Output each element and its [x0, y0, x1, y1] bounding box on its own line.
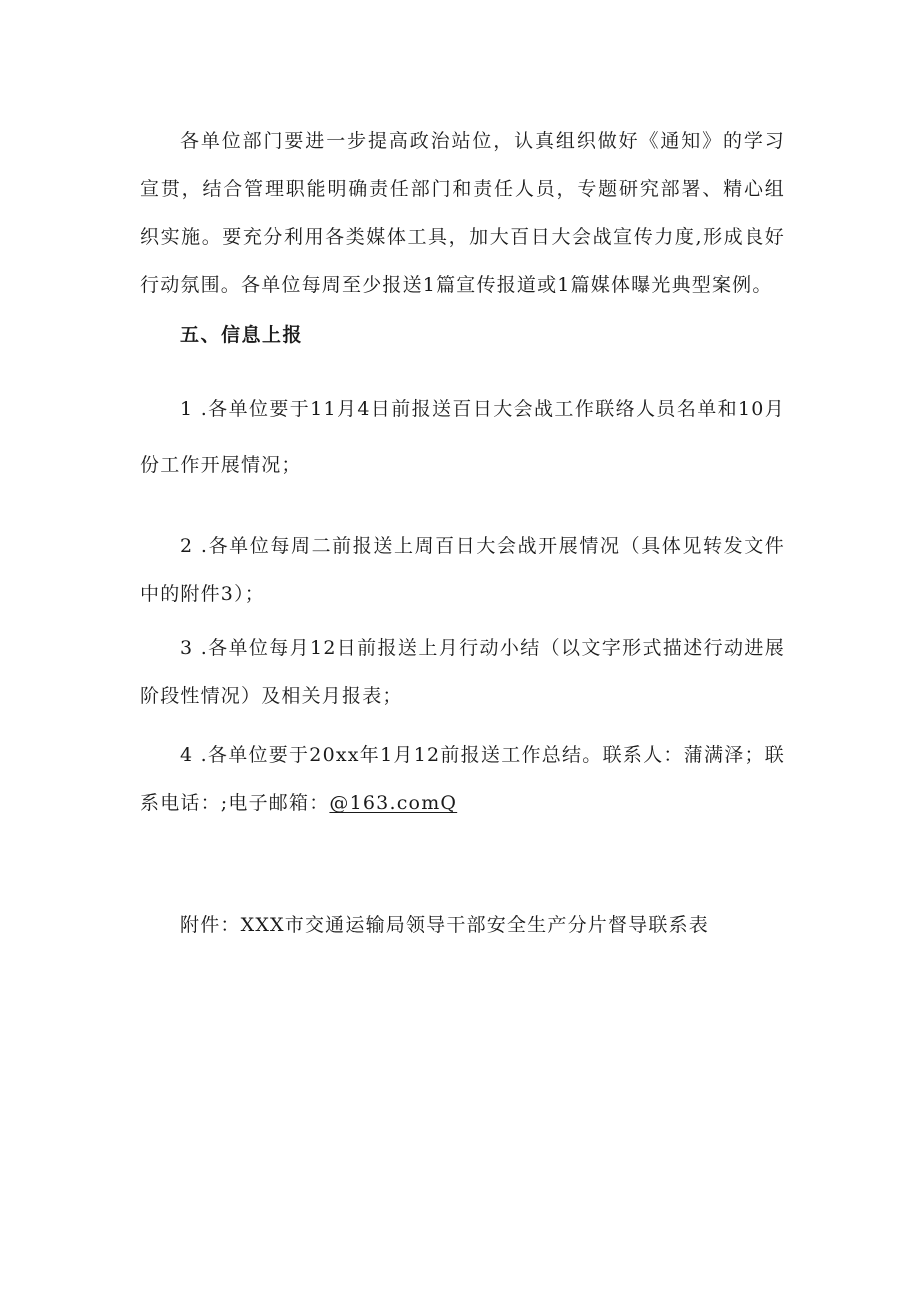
- contact-email-link[interactable]: @163.comQ: [329, 792, 458, 814]
- section-heading-info-report: 五、信息上报: [180, 324, 304, 346]
- list-item-2: 2 .各单位每周二前报送上周百日大会战开展情况（具体见转发文件中的附件3）；: [140, 535, 785, 605]
- list-item-1: 1 .各单位要于11月4日前报送百日大会战工作联络人员名单和10月份工作开展情况；: [140, 398, 785, 476]
- body-paragraph-publicity: 各单位部门要进一步提高政治站位，认真组织做好《通知》的学习宣贯，结合管理职能明确责任部门和责任人员，专题研究部署、精心组织实施。要充分利用各类媒体工具，加大百日大会战宣传力度,形成良好行动氛围。各单位每周至少报送1篇宣传报道或1篇媒体曝光典型案例。: [140, 130, 785, 296]
- list-item-3: 3 .各单位每月12日前报送上月行动小结（以文字形式描述行动进展阶段性情况）及相关月报表；: [140, 637, 785, 707]
- attachment-line: 附件：XXX市交通运输局领导干部安全生产分片督导联系表: [180, 914, 709, 936]
- list-item-4: [140, 731, 785, 827]
- list-item-4-text: 4 .各单位要于20xx年1月12前报送工作总结。联系人：蒲满泽；联系电话：;电子邮箱：: [140, 744, 785, 814]
